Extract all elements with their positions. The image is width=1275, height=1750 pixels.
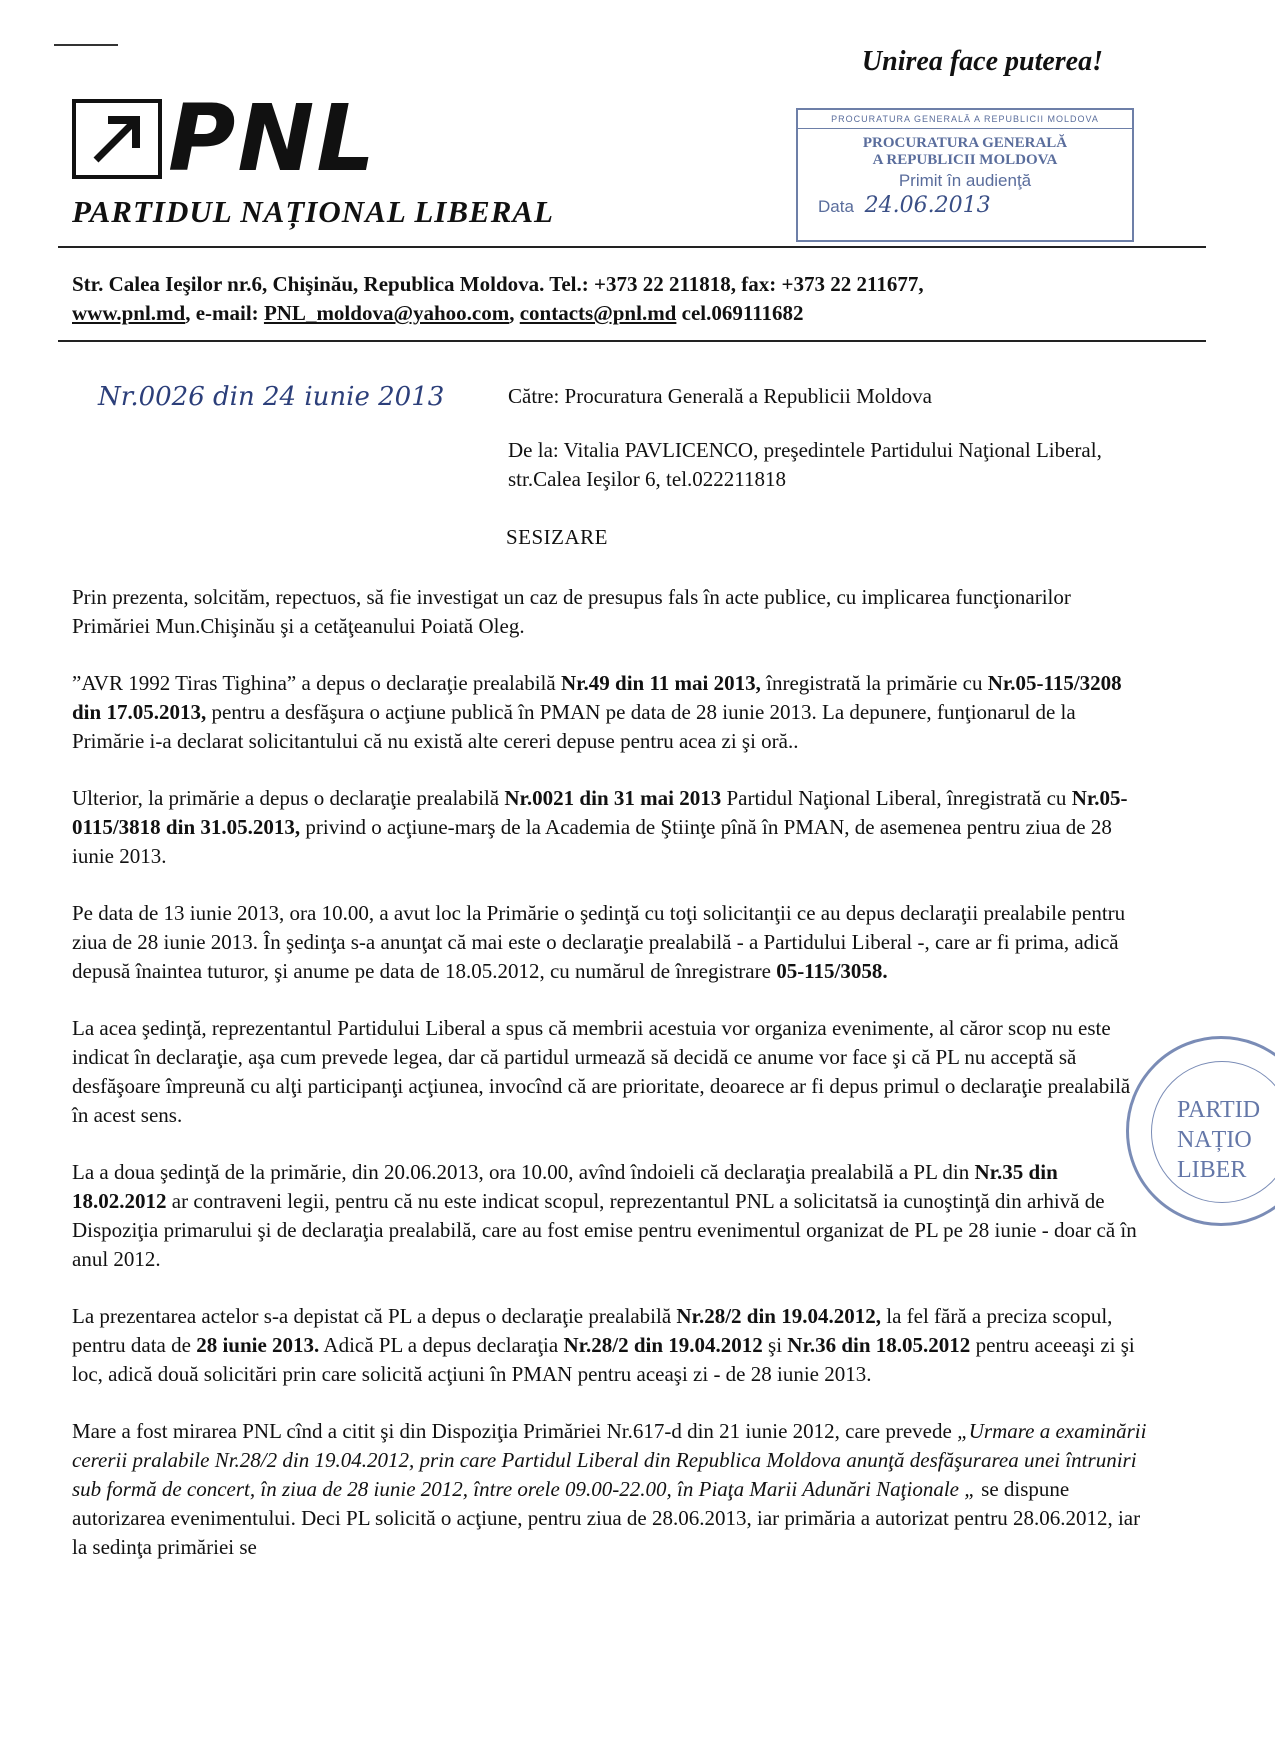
stamp-date-value: 24.06.2013 — [864, 193, 991, 218]
stamp-date-label: Data — [818, 197, 854, 216]
website-link[interactable]: www.pnl.md — [72, 301, 186, 325]
top-divider — [54, 44, 118, 46]
email-separator: , — [509, 301, 520, 325]
paragraph-2: ”AVR 1992 Tiras Tighina” a depus o declaraţie prealabilă Nr.49 din 11 mai 2013, înregistrată la primărie cu Nr.05-115/3208 din 17.05.2013, pentru a desfăşura o acţiune publică în PMAN pe data de 28 iunie 2013. La depunere, funţionarul de la Primărie i-a declarat solicitantului că nu există alte cereri depuse pentru acea zi şi oră.. — [72, 671, 1122, 753]
document-title: SESIZARE — [506, 525, 609, 549]
header-rule-top — [58, 246, 1206, 248]
paragraph-6: La a doua şedinţă de la primărie, din 20.06.2013, ora 10.00, avînd îndoielі că declaraţia prealabilă a PL din Nr.35 din 18.02.2012 ar contraveni legii, pentru că nu este indicat scopul, reprezentantul PNL a solicitatsă ia cunoştinţă din arhivă de Dispoziţia primarului şi de declaraţia prealabilă, care au fost emise pentru evenimentul organizat de PL pe 28 iunie - doar că în anul 2012. — [72, 1160, 1137, 1271]
registration-number: Nr.0026 din 24 iunie 2013 — [98, 382, 445, 412]
paragraph-8: Mare a fost mirarea PNL cînd a citit şi din Dispoziţia Primăriei Nr.617-d din 21 iunie 2012, care prevede „Urmare a examinării cererii pralabile Nr.28/2 din 19.04.2012, prin care Partidul Liberal din Republica Moldova anunţă desfăşurarea unei întruniri sub formă de concert, în ziua de 28 iunie 2012, între orele 09.00-22.00, în Piaţa Marii Adunări Naţionale „ se dispune autorizarea evenimentului. Deci PL solicită o acţiune, pentru ziua de 28.06.2013, iar primăria a autorizat pentru 28.06.2012, iar la sedinţa primăriei se — [72, 1419, 1147, 1559]
party-name: PARTIDUL NAȚIONAL LIBERAL — [72, 194, 554, 229]
stamp-date-row — [818, 193, 1132, 218]
stamp-line-2: A REPUBLICII MOLDOVA — [872, 152, 1058, 168]
contact-address: Str. Calea Ieşilor nr.6, Chişinău, Republica Moldova. Tel.: +373 22 211818, fax: +373 22 211677, — [72, 272, 924, 296]
paragraph-7: La prezentarea actelor s-a depistat că PL a depus o declaraţie prealabilă Nr.28/2 din 19.04.2012, la fel fără a preciza scopul, pentru data de 28 iunie 2013. Adică PL a depus declaraţia Nr.28/2 din 19.04.2012 şi Nr.36 din 18.05.2012 pentru aceeaşi zi şi loc, adică două solicitări prin care solicită acţiuni în PMAN pentru aceaşi zi - de 28 iunie 2013. — [72, 1304, 1135, 1386]
round-stamp-text: PARTID NAȚIO LIBER — [1177, 1097, 1261, 1183]
paragraph-4: Pe data de 13 iunie 2013, ora 10.00, a avut loc la Primărie o şedinţă cu toţi solicitanţii ce au depus declaraţii prealabile pentru ziua de 28 iunie 2013. În şedinţa s-a anunţat că mai este o declaraţie prealabilă - a Partidului Liberal -, care ar fi prima, adică depusă înaintea tuturor, şi anume pe data de 18.05.2012, cu numărul de înregistrare 05-115/3058. — [72, 901, 1126, 983]
sender: De la: Vitalia PAVLICENCO, preşedintele Partidului Naţional Liberal, str.Calea Ieşilor 6, tel.022211818 — [508, 438, 1102, 491]
document-body — [72, 583, 1148, 1590]
email-link-1[interactable]: PNL_moldova@yahoo.com — [263, 301, 510, 325]
logo-text: PNL — [168, 85, 378, 192]
stamp-line-1: PROCURATURA GENERALĂ — [862, 135, 1068, 151]
paragraph-1: Prin prezenta, solcităm, repectuos, să fie investigat un caz de presupus fals în acte publice, cu implicarea funcţionarilor Primăriei Mun.Chişinău şi a cetăţeanului Poiată Oleg. — [72, 585, 1071, 638]
email-link-2[interactable]: contacts@pnl.md — [519, 301, 677, 325]
party-logo — [72, 85, 378, 192]
reception-stamp — [796, 108, 1134, 242]
stamp-line-3: Primit în audienţă — [898, 171, 1032, 190]
party-motto: Unirea face puterea! — [861, 46, 1103, 77]
email-label: , e-mail: — [185, 301, 264, 325]
contact-phone: cel.069111682 — [676, 301, 804, 325]
paragraph-5: La acea şedinţă, reprezentantul Partidului Liberal a spus că membrii acestuia vor organiza evenimente, al căror scop nu este indicat în declaraţie, aşa cum prevede legea, dar că partidul urmează să decidă ce anume vor face şi că PL nu acceptă să desfăşoare împreună cu alţi participanţi acţiunea, invocînd că are prioritate, deoarece ar fi depus primul o declaraţie prealabilă în acest sens. — [72, 1016, 1131, 1127]
header-rule-bottom — [58, 340, 1206, 342]
contact-block — [72, 270, 924, 328]
party-round-stamp — [1126, 1036, 1275, 1226]
stamp-top-edge: PROCURATURA GENERALĂ A REPUBLICII MOLDOVA — [798, 110, 1132, 129]
paragraph-3: Ulterior, la primărie a depus o declaraţie prealabilă Nr.0021 din 31 mai 2013 Partidul Naţional Liberal, înregistrată cu Nr.05-0115/3818 din 31.05.2013, privind o acţiune-marş de la Academia de Ştiinţe pînă în PMAN, de asemenea pentru ziua de 28 iunie 2013. — [72, 786, 1128, 868]
arrow-up-right-icon — [72, 99, 162, 179]
recipient: Către: Procuratura Generală a Republicii Moldova — [508, 384, 932, 408]
